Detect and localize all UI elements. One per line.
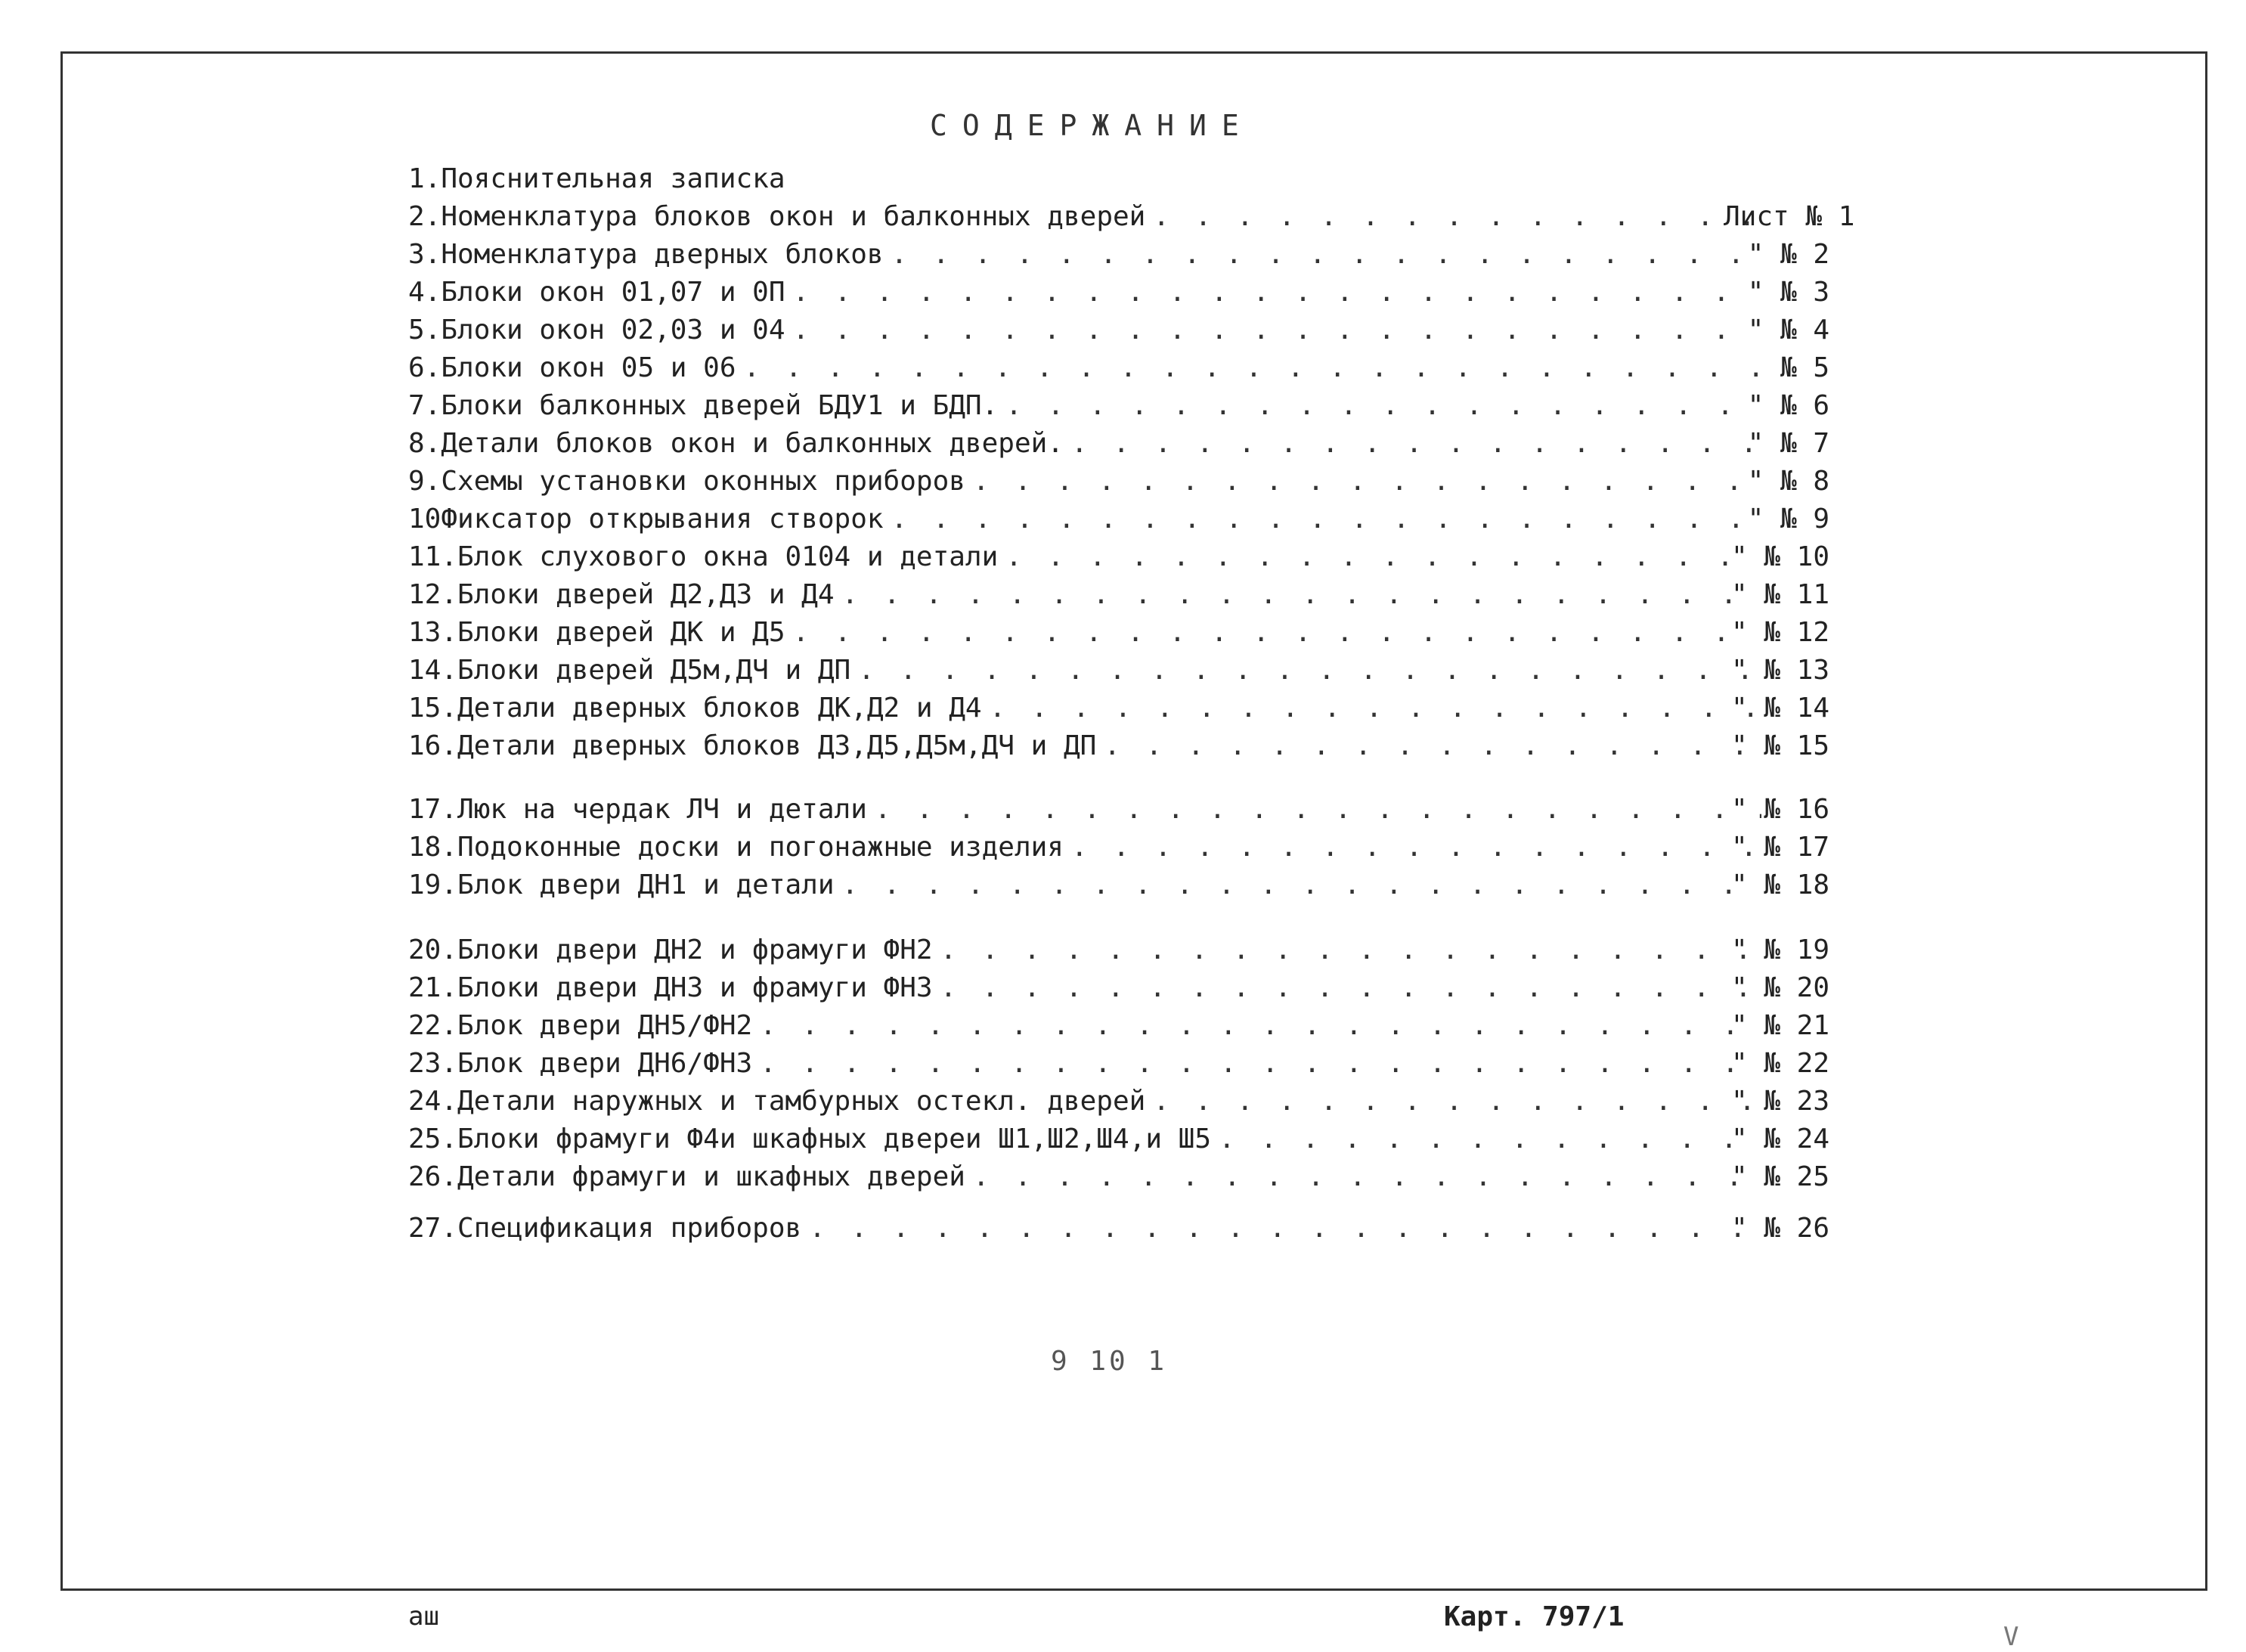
item-number: 21. (408, 972, 458, 1003)
list-item (408, 869, 1769, 907)
item-title: Блоки двери ДН3 и фрамуги ФН3 (457, 972, 933, 1003)
leader-dots (858, 655, 1761, 686)
item-title: Номенклатура блоков окон и балконных дверей (441, 201, 1146, 232)
leader-dots (1153, 201, 1761, 232)
item-number: 3. (408, 239, 441, 270)
leader-dots (1071, 832, 1761, 863)
leader-dots (1219, 1124, 1761, 1155)
sheet-number: " № 23 (1730, 1086, 1829, 1117)
list-item (408, 1161, 1769, 1199)
item-title: Блоки дверей Д5м,ДЧ и ДП (457, 655, 851, 686)
list-item (408, 655, 1769, 693)
item-title: Детали наружных и тамбурных остекл. дверей (457, 1086, 1146, 1117)
sheet-number: " № 25 (1730, 1161, 1829, 1192)
sheet-number: № 5 (1780, 352, 1829, 383)
footer-card-number: Карт. 797/1 (1444, 1601, 1625, 1632)
leader-dots (793, 315, 1761, 346)
item-number: 27. (408, 1213, 458, 1244)
item-title: Детали фрамуги и шкафных дверей (457, 1161, 965, 1192)
item-title: Схемы установки оконных приборов (441, 466, 965, 497)
item-title: Детали блоков окон и балконных дверей. (441, 428, 1064, 459)
leader-dots (940, 972, 1761, 1003)
item-title: Детали дверных блоков ДК,Д2 и Д4 (457, 693, 982, 724)
item-number: 5. (408, 315, 441, 346)
item-title: Блоки дверей ДК и Д5 (457, 617, 785, 648)
list-item (408, 390, 1769, 428)
list-item (408, 1124, 1769, 1161)
item-title: Люк на чердак ЛЧ и детали (457, 794, 867, 825)
page-title: СОДЕРЖАНИЕ (930, 109, 1254, 142)
sheet-number: " № 14 (1730, 693, 1829, 724)
item-title: Номенклатура дверных блоков (441, 239, 884, 270)
item-title: Блоки балконных дверей БДУ1 и БДП. (441, 390, 999, 421)
leader-dots (940, 934, 1761, 965)
list-item (408, 1213, 1769, 1251)
list-item (408, 352, 1769, 390)
sheet-number: " № 13 (1730, 655, 1829, 686)
item-number: 19. (408, 869, 458, 900)
item-title: Блок двери ДН6/ФН3 (457, 1048, 753, 1079)
item-title: Блоки фрамуги Ф4и шкафных двереи Ш1,Ш2,Ш4,и Ш5 (457, 1124, 1212, 1155)
list-item (408, 541, 1769, 579)
list-item (408, 504, 1769, 541)
corner-mark: V (2003, 1622, 2019, 1652)
item-number: 25. (408, 1124, 458, 1155)
item-title: Блоки окон 02,03 и 04 (441, 315, 785, 346)
sheet-number: " № 19 (1730, 934, 1829, 965)
leader-dots (842, 869, 1761, 900)
leader-dots (973, 1161, 1761, 1192)
item-title: Блок двери ДН1 и детали (457, 869, 835, 900)
leader-dots (973, 466, 1761, 497)
sheet-number: " № 7 (1747, 428, 1829, 459)
leader-dots (1153, 1086, 1761, 1117)
sheet-number: " № 20 (1730, 972, 1829, 1003)
leader-dots (990, 693, 1761, 724)
item-number: 20. (408, 934, 458, 965)
list-item (408, 428, 1769, 466)
sheet-number: " № 16 (1730, 794, 1829, 825)
item-number: 10 (408, 504, 441, 535)
item-number: 4. (408, 277, 441, 308)
item-title: Детали дверных блоков Д3,Д5,Д5м,ДЧ и ДП (457, 730, 1097, 761)
sheet-number: " № 15 (1730, 730, 1829, 761)
list-item (408, 730, 1769, 768)
item-title: Блоки дверей Д2,Д3 и Д4 (457, 579, 835, 610)
list-item (408, 163, 1769, 201)
list-item (408, 466, 1769, 504)
leader-dots (1005, 541, 1761, 572)
item-number: 16. (408, 730, 458, 761)
sheet-number: " № 26 (1730, 1213, 1829, 1244)
list-item (408, 315, 1769, 352)
list-item (408, 617, 1769, 655)
item-title: Блоки двери ДН2 и фрамуги ФН2 (457, 934, 933, 965)
sheet-number: " № 18 (1730, 869, 1829, 900)
leader-dots (744, 352, 1762, 383)
item-title: Подоконные доски и погонажные изделия (457, 832, 1064, 863)
list-item (408, 579, 1769, 617)
item-title: Пояснительная записка (441, 163, 785, 194)
list-item (408, 794, 1769, 832)
sheet-number: " № 22 (1730, 1048, 1829, 1079)
item-title: Блоки окон 05 и 06 (441, 352, 736, 383)
item-title: Блоки окон 01,07 и 0П (441, 277, 785, 308)
sheet-number: " № 21 (1730, 1010, 1829, 1041)
item-number: 24. (408, 1086, 458, 1117)
sheet-number: " № 24 (1730, 1124, 1829, 1155)
sheet-number: Лист № 1 (1724, 201, 1855, 232)
sheet-number: " № 10 (1730, 541, 1829, 572)
sheet-number: " № 3 (1747, 277, 1829, 308)
footer-initials: аш (408, 1601, 439, 1632)
leader-dots (809, 1213, 1761, 1244)
sheet-number: " № 11 (1730, 579, 1829, 610)
sheet-number: " № 6 (1747, 390, 1829, 421)
list-item (408, 1010, 1769, 1048)
sheet-number: " № 4 (1747, 315, 1829, 346)
item-number: 8. (408, 428, 441, 459)
sheet-number: " № 17 (1730, 832, 1829, 863)
item-number: 7. (408, 390, 441, 421)
leader-dots (842, 579, 1761, 610)
leader-dots (875, 794, 1761, 825)
item-number: 17. (408, 794, 458, 825)
list-item (408, 934, 1769, 972)
leader-dots (793, 277, 1761, 308)
item-number: 15. (408, 693, 458, 724)
item-title: Блок слухового окна 0104 и детали (457, 541, 999, 572)
list-item (408, 1048, 1769, 1086)
leader-dots (891, 239, 1761, 270)
item-number: 6. (408, 352, 441, 383)
list-item (408, 239, 1769, 277)
item-number: 18. (408, 832, 458, 863)
faint-stamp-text: 9 10 1 (1051, 1346, 1168, 1377)
item-number: 9. (408, 466, 441, 497)
sheet-number: " № 9 (1747, 504, 1829, 535)
leader-dots (891, 504, 1761, 535)
sheet-number: " № 2 (1747, 239, 1829, 270)
list-item (408, 972, 1769, 1010)
list-item (408, 277, 1769, 315)
item-number: 23. (408, 1048, 458, 1079)
list-item (408, 1086, 1769, 1124)
list-item (408, 693, 1769, 730)
item-number: 11. (408, 541, 458, 572)
item-title: Спецификация приборов (457, 1213, 802, 1244)
item-number: 12. (408, 579, 458, 610)
item-number: 14. (408, 655, 458, 686)
list-item (408, 832, 1769, 869)
item-title: Блок двери ДН5/ФН2 (457, 1010, 753, 1041)
item-title: Фиксатор открывания створок (441, 504, 884, 535)
sheet-number: " № 8 (1747, 466, 1829, 497)
item-number: 1. (408, 163, 441, 194)
item-number: 2. (408, 201, 441, 232)
list-item (408, 201, 1769, 239)
leader-dots (1071, 428, 1761, 459)
leader-dots (793, 617, 1761, 648)
leader-dots (1104, 730, 1761, 761)
item-number: 26. (408, 1161, 458, 1192)
leader-dots (760, 1010, 1761, 1041)
item-number: 22. (408, 1010, 458, 1041)
item-number: 13. (408, 617, 458, 648)
leader-dots (1005, 390, 1761, 421)
leader-dots (760, 1048, 1761, 1079)
sheet-number: " № 12 (1730, 617, 1829, 648)
